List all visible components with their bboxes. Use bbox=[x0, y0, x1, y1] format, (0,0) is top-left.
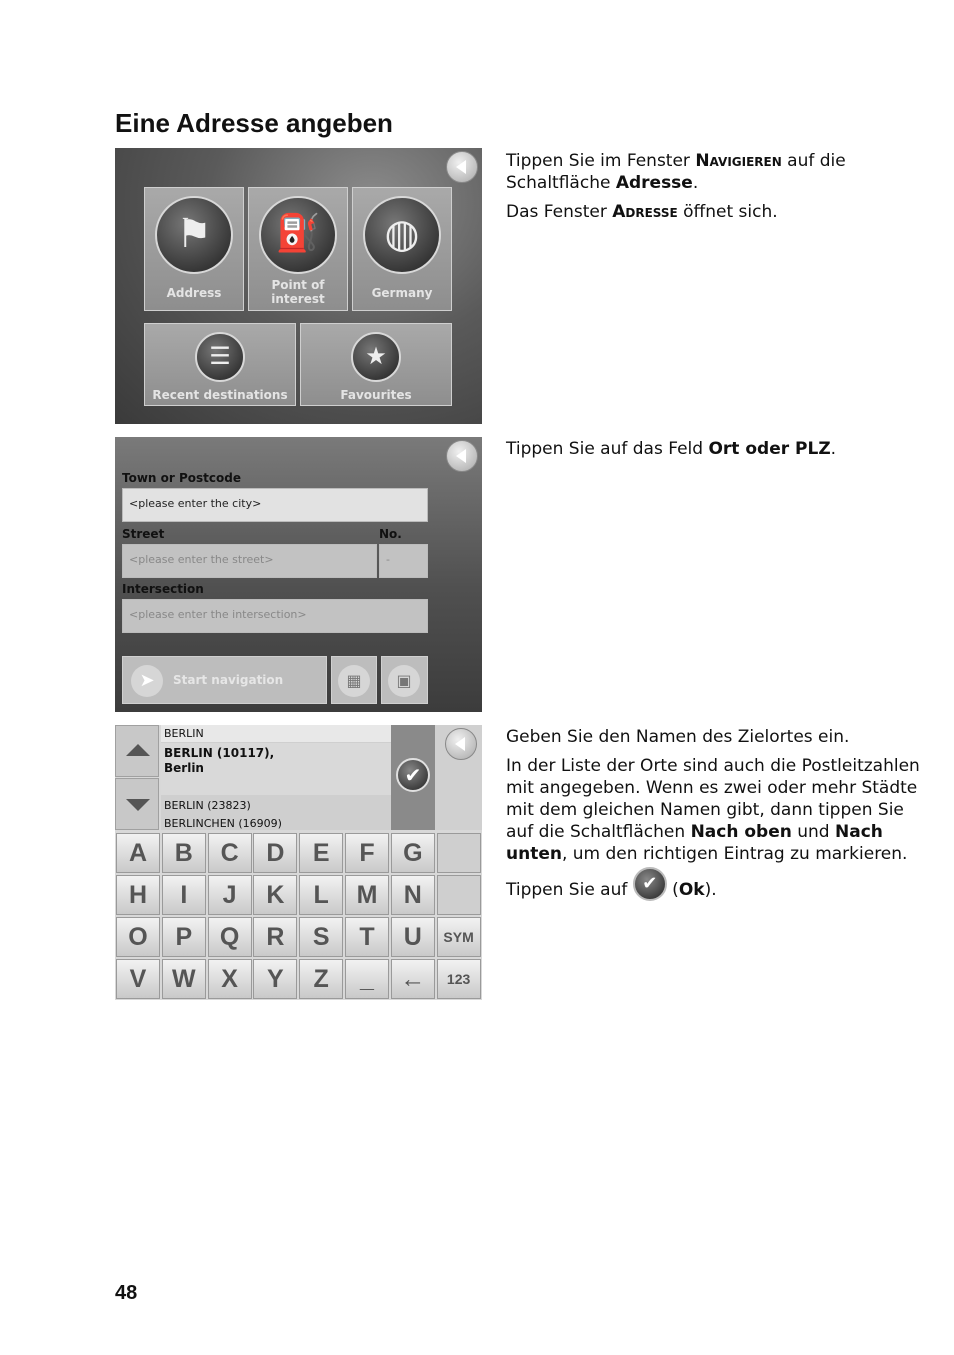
save-button[interactable] bbox=[381, 656, 428, 704]
back-icon[interactable] bbox=[446, 151, 478, 183]
screenshot-address-form bbox=[115, 437, 482, 712]
street-input[interactable]: <please enter the street> bbox=[122, 544, 377, 578]
text: und bbox=[791, 822, 835, 842]
keyboard-key[interactable]: W bbox=[162, 959, 206, 999]
button-name-ok: Ok bbox=[678, 880, 705, 900]
step1-text bbox=[506, 150, 926, 230]
keyboard-key-blank bbox=[437, 875, 481, 915]
keyboard-key[interactable]: O bbox=[116, 917, 160, 957]
tile-country[interactable] bbox=[352, 187, 452, 311]
step3-text bbox=[506, 726, 926, 908]
keyboard-key[interactable]: _ bbox=[345, 959, 389, 999]
street-label: Street bbox=[122, 527, 165, 541]
text: . bbox=[830, 439, 837, 459]
globe-icon: ◍ bbox=[363, 196, 441, 274]
city-result-list bbox=[161, 725, 391, 830]
address-flag-icon: ⚑ bbox=[155, 196, 233, 274]
keyboard-key[interactable]: C bbox=[208, 833, 252, 873]
field-name-town: Ort oder PLZ bbox=[708, 439, 831, 459]
step2-paragraph bbox=[506, 438, 926, 460]
scroll-down-button[interactable] bbox=[115, 778, 159, 830]
navigation-arrow-icon: ➤ bbox=[131, 665, 163, 697]
scroll-up-button[interactable] bbox=[115, 725, 159, 777]
keyboard-key[interactable]: X bbox=[208, 959, 252, 999]
keyboard-key[interactable]: S bbox=[299, 917, 343, 957]
star-icon: ★ bbox=[351, 332, 401, 382]
button-name-down: Nach unten bbox=[506, 822, 883, 864]
keyboard-key[interactable]: U bbox=[391, 917, 435, 957]
intersection-input[interactable]: <please enter the intersection> bbox=[122, 599, 428, 633]
search-input[interactable] bbox=[161, 725, 391, 742]
keyboard bbox=[115, 832, 482, 1000]
list-icon: ☰ bbox=[195, 332, 245, 382]
keyboard-key[interactable]: I bbox=[162, 875, 206, 915]
ok-check-icon: ✔ bbox=[633, 867, 667, 901]
text: In der Liste der Orte sind auch die Postleitzahlen mit angegeben. Wenn es zwei oder mehr Städte mit dem gleichen Namen gibt, dann tippen Sie auf die Schaltflächen bbox=[506, 756, 920, 842]
text: auf die Schaltfläche bbox=[506, 151, 846, 193]
tile-favourites[interactable] bbox=[300, 323, 452, 406]
map-button[interactable] bbox=[331, 656, 377, 704]
back-icon[interactable] bbox=[445, 728, 477, 760]
keyboard-key[interactable]: Q bbox=[208, 917, 252, 957]
tile-recent-destinations[interactable] bbox=[144, 323, 296, 406]
keyboard-key-blank bbox=[437, 833, 481, 873]
step1-paragraph1 bbox=[506, 150, 926, 194]
tile-poi-label bbox=[249, 278, 347, 306]
ok-button-area bbox=[391, 725, 435, 830]
list-item[interactable]: BERLINCHEN (16909) bbox=[164, 817, 282, 830]
keyboard-key[interactable]: Z bbox=[299, 959, 343, 999]
tile-address[interactable] bbox=[144, 187, 244, 311]
text: Tippen Sie auf bbox=[506, 880, 633, 900]
screenshot-city-keyboard bbox=[115, 725, 482, 1000]
tile-poi-label-line1: Point of bbox=[271, 278, 325, 292]
selected-city-name: BERLIN (10117), bbox=[164, 746, 275, 760]
search-input-value: BERLIN bbox=[164, 727, 204, 740]
town-input[interactable]: <please enter the city> bbox=[122, 488, 428, 522]
tile-favourites-label: Favourites bbox=[340, 388, 412, 402]
save-disk-icon: ▣ bbox=[388, 665, 420, 697]
step2-text bbox=[506, 438, 926, 467]
page-number: 48 bbox=[115, 1282, 138, 1304]
keyboard-key[interactable]: J bbox=[208, 875, 252, 915]
back-icon[interactable] bbox=[446, 440, 478, 472]
text: Tippen Sie auf das Feld bbox=[506, 439, 709, 459]
keyboard-key[interactable]: Y bbox=[253, 959, 297, 999]
step1-paragraph2 bbox=[506, 201, 926, 223]
window-name-address: Adresse bbox=[612, 202, 678, 222]
town-label: Town or Postcode bbox=[122, 471, 241, 485]
house-number-label: No. bbox=[379, 527, 402, 541]
intersection-label: Intersection bbox=[122, 582, 204, 596]
step3-paragraph3 bbox=[506, 873, 926, 901]
step3-paragraph2 bbox=[506, 755, 926, 865]
tile-poi[interactable] bbox=[248, 187, 348, 311]
arrow-down-icon bbox=[126, 799, 150, 811]
keyboard-key[interactable]: K bbox=[253, 875, 297, 915]
list-item-selected[interactable] bbox=[161, 743, 391, 795]
text: Das Fenster bbox=[506, 202, 613, 222]
map-icon: ▦ bbox=[338, 665, 370, 697]
keyboard-key[interactable]: V bbox=[116, 959, 160, 999]
keyboard-key[interactable]: E bbox=[299, 833, 343, 873]
start-navigation-button[interactable] bbox=[122, 656, 327, 704]
house-number-input[interactable]: - bbox=[379, 544, 428, 578]
window-name-navigate: Navigieren bbox=[695, 151, 782, 171]
keyboard-key[interactable]: D bbox=[253, 833, 297, 873]
keyboard-key[interactable]: L bbox=[299, 875, 343, 915]
keyboard-key[interactable]: 123 bbox=[437, 959, 481, 999]
keyboard-key[interactable]: ← bbox=[391, 959, 435, 999]
start-navigation-label: Start navigation bbox=[173, 673, 284, 687]
tile-country-label: Germany bbox=[371, 286, 433, 300]
keyboard-key[interactable]: N bbox=[391, 875, 435, 915]
tile-address-label: Address bbox=[166, 286, 222, 300]
selected-city-region: Berlin bbox=[164, 761, 204, 775]
back-area bbox=[435, 725, 482, 830]
keyboard-key[interactable]: H bbox=[116, 875, 160, 915]
screenshot-navigate-menu bbox=[115, 148, 482, 424]
keyboard-key[interactable]: T bbox=[345, 917, 389, 957]
page-heading: Eine Adresse angeben bbox=[115, 108, 393, 138]
button-name-address: Adresse bbox=[615, 173, 693, 193]
text: ( bbox=[666, 880, 679, 900]
fuel-pump-icon: ⛽ bbox=[259, 196, 337, 274]
text: , um den richtigen Eintrag zu markieren. bbox=[561, 844, 908, 864]
keyboard-key[interactable]: M bbox=[345, 875, 389, 915]
keyboard-key[interactable]: A bbox=[116, 833, 160, 873]
text: . bbox=[692, 173, 699, 193]
text: ). bbox=[704, 880, 717, 900]
keyboard-key[interactable]: B bbox=[162, 833, 206, 873]
list-item[interactable]: BERLIN (23823) bbox=[164, 799, 251, 812]
text: Tippen Sie im Fenster bbox=[506, 151, 696, 171]
text: öffnet sich. bbox=[677, 202, 778, 222]
arrow-up-icon bbox=[126, 744, 150, 756]
step3-paragraph1: Geben Sie den Namen des Zielortes ein. bbox=[506, 727, 850, 747]
ok-check-icon[interactable]: ✔ bbox=[396, 758, 430, 792]
keyboard-key[interactable]: R bbox=[253, 917, 297, 957]
keyboard-key[interactable]: F bbox=[345, 833, 389, 873]
tile-recent-label: Recent destinations bbox=[152, 388, 288, 402]
button-name-up: Nach oben bbox=[690, 822, 792, 842]
keyboard-key[interactable]: P bbox=[162, 917, 206, 957]
keyboard-key[interactable]: SYM bbox=[437, 917, 481, 957]
tile-poi-label-line2: interest bbox=[271, 292, 325, 306]
keyboard-key[interactable]: G bbox=[391, 833, 435, 873]
